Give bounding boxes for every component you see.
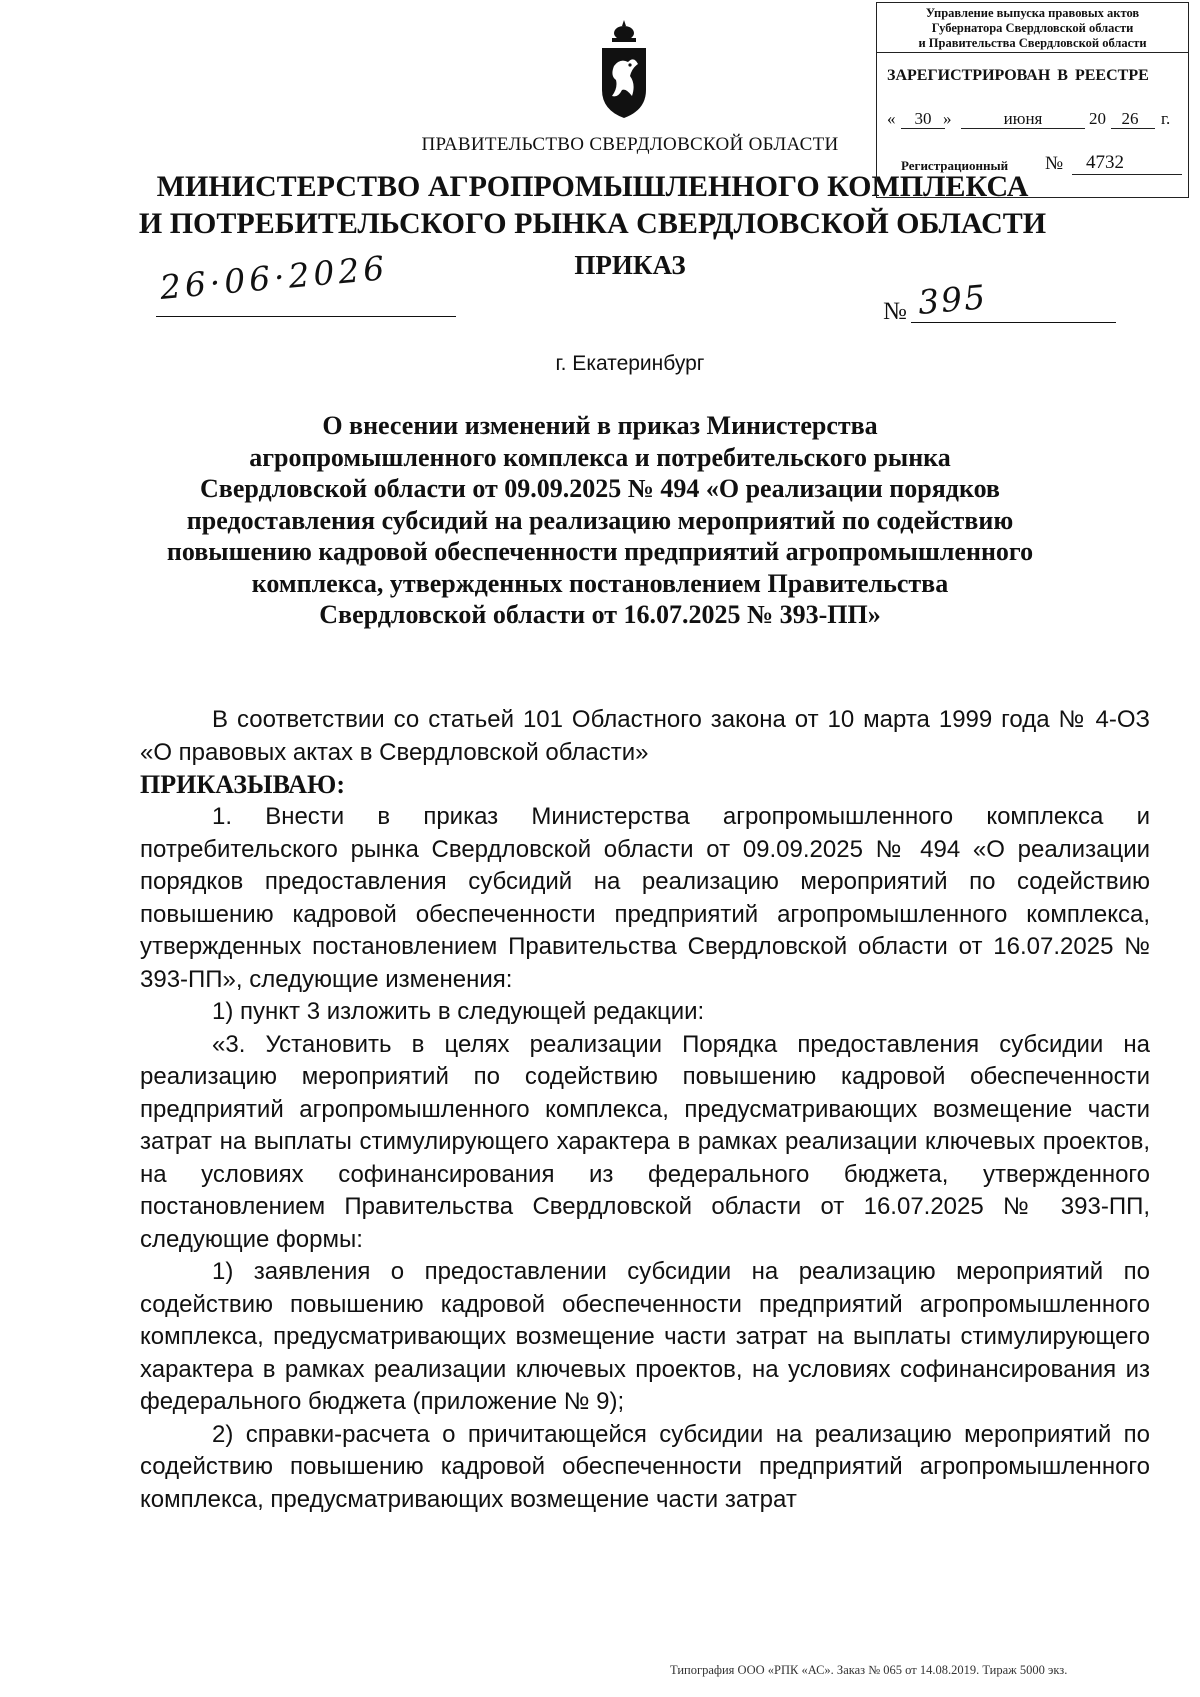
stamp-header-line: и Правительства Свердловской области <box>918 36 1147 50</box>
stamp-header-line: Управление выпуска правовых актов <box>925 6 1140 20</box>
preamble-paragraph: В соответствии со статьей 101 Областного закона от 10 марта 1999 года № 4-ОЗ «О правовых актах в Свердловской области» <box>140 706 1150 766</box>
stamp-reg-number-label: Регистрационный <box>901 158 1009 173</box>
coat-of-arms-icon <box>596 18 652 120</box>
handwritten-date: 26·06·2026 <box>158 248 390 307</box>
subject-line: Свердловской области от 16.07.2025 № 393-ПП» <box>319 600 881 629</box>
number-underline <box>911 322 1116 323</box>
order-subject <box>130 410 1070 631</box>
government-label: ПРАВИТЕЛЬСТВО СВЕРДЛОВСКОЙ ОБЛАСТИ <box>421 134 839 155</box>
ministry-line: МИНИСТЕРСТВО АГРОПРОМЫШЛЕННОГО КОМПЛЕКСА <box>156 170 1029 203</box>
order-word: ПРИКАЗЫВАЮ: <box>140 770 345 799</box>
printer-imprint: Типография ООО «РПК «АС». Заказ № 065 от 14.08.2019. Тираж 5000 экз. <box>670 1663 1068 1677</box>
document-type: ПРИКАЗ <box>574 250 686 280</box>
stamp-day: 30 <box>914 109 932 128</box>
subject-line: агропромышленного комплекса и потребительского рынка <box>249 442 951 472</box>
form-1-paragraph: 1) заявления о предоставлении субсидии на реализацию мероприятий по содействию повышению кадровой обеспеченности предприятий агропромышленного комплекса, предусматривающих возмещение части затрат на выплаты стимулирующего характера в рамках реализации ключевых проектов, на условиях софинансирования из федерального бюджета (приложение № 9); <box>140 1258 1150 1415</box>
stamp-year-unit: г. <box>1161 109 1171 128</box>
stamp-registered-label: ЗАРЕГИСТРИРОВАН В РЕЕСТРЕ <box>887 67 1149 84</box>
item-1-paragraph: 1. Внести в приказ Министерства агропромышленного комплекса и потребительского рынка Свердловской области от 09.09.2025 № 494 «О реализации порядков предоставления субсидий на реализацию мероприятий по содействию повышению кадровой обеспеченности предприятий агропромышленного комплекса, утвержденных постановлением Правительства Свердловской области от 16.07.2025 № 393-ПП», следующие изменения: <box>140 803 1150 993</box>
subject-line: повышению кадровой обеспеченности предприятий агропромышленного <box>166 537 1034 566</box>
date-underline <box>156 316 456 317</box>
stamp-header <box>877 3 1188 53</box>
ministry-line: И ПОТРЕБИТЕЛЬСКОГО РЫНКА СВЕРДЛОВСКОЙ ОБЛАСТИ <box>138 207 1047 240</box>
stamp-quote-close: » <box>943 109 952 128</box>
city-label: г. Екатеринбург <box>555 352 705 375</box>
subject-line: предоставления субсидий на реализацию мероприятий по содействию <box>186 505 1014 535</box>
stamp-header-line: Губернатора Свердловской области <box>931 21 1134 35</box>
point-3-paragraph: «3. Установить в целях реализации Порядка предоставления субсидии на реализацию мероприятий по содействию повышению кадровой обеспеченности предприятий агропромышленного комплекса, предусматривающих возмещение части затрат на выплаты стимулирующего характера в рамках реализации ключевых проектов, на условиях софинансирования из федерального бюджета, утвержденного постановлением Правительства Свердловской области от 16.07.2025 № 393-ПП, следующие формы: <box>140 1030 1150 1253</box>
form-2-paragraph: 2) справки-расчета о причитающейся субсидии на реализацию мероприятий по содействию повышению кадровой обеспеченности предприятий агропромышленного комплекса, предусматривающих возмещение части затрат <box>140 1420 1150 1513</box>
registration-stamp <box>876 2 1189 198</box>
stamp-year-prefix: 20 <box>1089 109 1106 128</box>
number-label: № <box>883 298 907 325</box>
stamp-date <box>887 107 1183 133</box>
handwritten-number: 395 <box>916 277 989 322</box>
document-body <box>140 704 1150 1516</box>
stamp-quote-open: « <box>887 109 896 128</box>
stamp-reg-number: 4732 <box>1072 152 1182 175</box>
subitem-1-paragraph: 1) пункт 3 изложить в следующей редакции: <box>212 998 705 1025</box>
stamp-year-suffix: 26 <box>1121 109 1139 128</box>
subject-line: О внесении изменений в приказ Министерства <box>322 411 878 440</box>
subject-line: Свердловской области от 09.09.2025 № 494 «О реализации порядков <box>200 474 1000 503</box>
stamp-month: июня <box>1003 109 1043 128</box>
stamp-number-sign: № <box>1045 153 1064 174</box>
subject-line: комплекса, утвержденных постановлением Правительства <box>251 568 949 598</box>
